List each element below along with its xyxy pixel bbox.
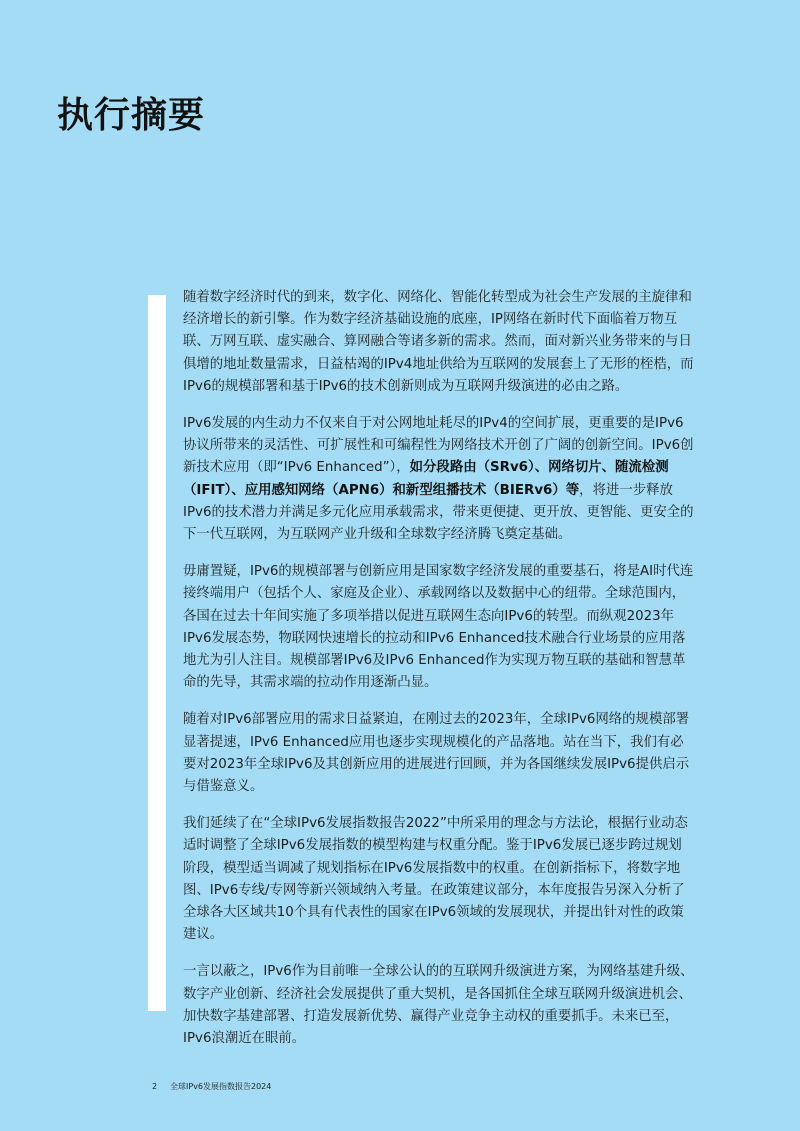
- paragraph-text: 随着数字经济时代的到来，数字化、网络化、智能化转型成为社会生产发展的主旋律和经济增长的新引擎。作为数字经济基础设施的底座，IP网络在新时代下面临着万物互联、万网互联、虚实融合、算网融合等诸多新的需求。然而，面对新兴业务带来的与日俱增的地址数量需求，日益枯竭的IPv4地址供给为互联网的发展套上了无形的桎梏，而IPv6的规模部署和基于IPv6的技术创新则成为互联网升级演进的必由之路。: [183, 290, 694, 394]
- footer-doc-title: 全球IPv6发展指数报告2024: [170, 1082, 272, 1091]
- paragraph: [183, 813, 695, 946]
- body-text: [183, 287, 695, 1065]
- page-footer: [152, 1081, 271, 1092]
- paragraph-emphasis: 如分段路由（SRv6）、网络切片、随流检测（IFIT）、应用感知网络（APN6）和新型组播技术（BIERv6）等: [183, 460, 669, 498]
- paragraph: [183, 287, 695, 398]
- paragraph: [183, 709, 695, 798]
- paragraph: [183, 413, 695, 546]
- paragraph: [183, 961, 695, 1050]
- page-number: 2: [152, 1082, 158, 1091]
- paragraph-text: 一言以蔽之，IPv6作为目前唯一全球公认的的互联网升级演进方案，为网络基建升级、数字产业创新、经济社会发展提供了重大契机，是各国抓住全球互联网升级演进机会、加快数字基建部署、打造发展新优势、赢得产业竞争主动权的重要抓手。未来已至，IPv6浪潮近在眼前。: [183, 964, 694, 1047]
- paragraph-text: IPv6发展的内生动力不仅来自于对公网地址耗尽的IPv4的空间扩展，更重要的是IPv6协议所带来的灵活性、可扩展性和可编程性为网络技术开创了广阔的创新空间。IPv6创新技术应用（即“IPv6 Enhanced”），: [183, 416, 694, 476]
- paragraph: [183, 561, 695, 694]
- paragraph-text: 毋庸置疑，IPv6的规模部署与创新应用是国家数字经济发展的重要基石，将是AI时代连接终端用户（包括个人、家庭及企业）、承载网络以及数据中心的纽带。全球范围内，各国在过去十年间实施了多项举措以促进互联网生态向IPv6的转型。而纵观2023年IPv6发展态势，物联网快速增长的拉动和IPv6 Enhanced技术融合行业场景的应用落地尤为引人注目。规模部署IPv6及IPv6 Enhanced作为实现万物互联的基础和智慧革命的先导，其需求端的拉动作用逐渐凸显。: [183, 564, 694, 691]
- paragraph-text: 我们延续了在“全球IPv6发展指数报告2022”中所采用的理念与方法论，根据行业动态适时调整了全球IPv6发展指数的模型构建与权重分配。鉴于IPv6发展已逐步跨过规划阶段，模型适当调减了规划指标在IPv6发展指数中的权重。在创新指标下，将数字地图、IPv6专线/专网等新兴领域纳入考量。在政策建议部分，本年度报告另深入分析了全球各大区域共10个具有代表性的国家在IPv6领域的发展现状，并提出针对性的政策建议。: [183, 816, 688, 943]
- accent-bar: [148, 295, 166, 1011]
- page-title: 执行摘要: [57, 95, 206, 136]
- paragraph-text: ，将进一步释放IPv6的技术潜力并满足多元化应用承载需求，带来更便捷、更开放、更智能、更安全的下一代互联网，为互联网产业升级和全球数字经济腾飞奠定基础。: [183, 482, 694, 543]
- paragraph-text: 随着对IPv6部署应用的需求日益紧迫，在刚过去的2023年，全球IPv6网络的规模部署显著提速，IPv6 Enhanced应用也逐步实现规模化的产品落地。站在当下，我们有必要对2023年全球IPv6及其创新应用的进展进行回顾，并为各国继续发展IPv6提供启示与借鉴意义。: [183, 712, 690, 795]
